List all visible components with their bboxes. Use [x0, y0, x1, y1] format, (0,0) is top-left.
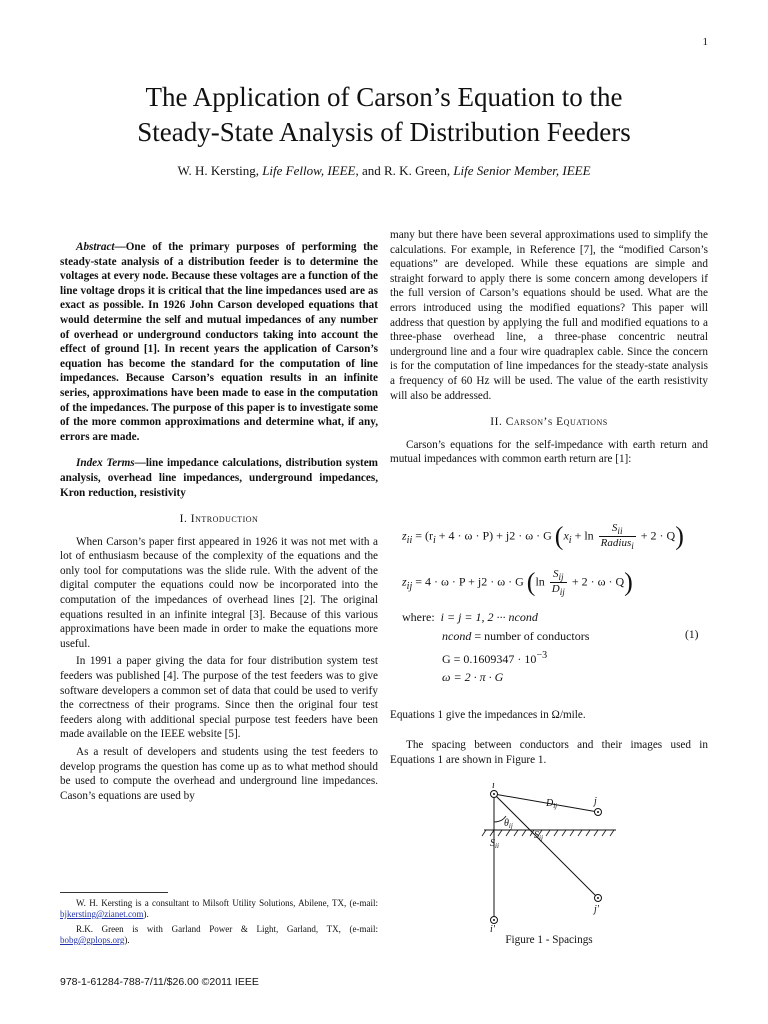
page-number: 1: [702, 36, 708, 48]
figure-caption: Figure 1 - Spacings: [505, 934, 593, 946]
title-line-2: Steady-State Analysis of Distribution Feeders: [137, 117, 631, 147]
equation-ncond: ncond = number of conductors: [442, 629, 590, 643]
label-i-prime: i': [490, 924, 495, 932]
intro-paragraph-3: As a result of developers and students using the test feeders to develop programs the question has come up as to what method should be used to compute the overhead and underground line impedances. Cason’s equations are used by: [60, 746, 378, 802]
author-2: , and R. K. Green,: [355, 163, 451, 178]
intro-paragraph-1: When Carson’s paper first appeared in 1926 it was not met with a lot of enthusiasm because of the complexity of the equations and the only tool for computations was the slide rule. With the advent of the digital computer the equations could now be incorporated into the computation of the impedances of overhead lines [2]. The original equations resulted in an infinite integral [3]. Because of this various approximations have been made in order to make the equations more useful.: [60, 535, 378, 650]
label-theta: $\theta_{ij}$: [504, 818, 513, 830]
footnote-1: W. H. Kersting is a consultant to Milsoft Utility Solutions, Abilene, TX, (e-mail: bjkersting@zianet.com).: [60, 898, 378, 919]
label-j-prime: j': [594, 904, 599, 915]
authors: [40, 163, 728, 179]
email-link-green[interactable]: bobg@gplops.org: [60, 935, 125, 945]
conductor-i: [491, 791, 498, 798]
equation-block: [390, 518, 708, 688]
spacings-figure: [470, 782, 620, 932]
section-2-title: Carson’s Equations: [505, 416, 608, 429]
index-terms: [60, 456, 378, 500]
image-i-prime: [491, 917, 498, 924]
label-dij: $D_{ij}$: [546, 798, 558, 810]
equation-g: $G = 0.1609347 \cdot 10^{-3}$: [442, 650, 548, 666]
email-link-kersting[interactable]: bjkersting@zianet.com: [60, 909, 144, 919]
intro-paragraph-2: In 1991 a paper giving the data for four distribution system test feeders was published [4]. The purpose of the test feeders was to give software developers a common set of data that could be used to verify the correctness of their programs. Since then the original four test feeders along with additional special purpose test feeders have been made available on the IEEE website [5].: [60, 655, 378, 741]
section-2-heading: [390, 415, 708, 430]
title-line-1: The Application of Carson’s Equation to the: [145, 82, 623, 112]
spacing-paragraph: The spacing between conductors and their images used in Equations 1 are shown in Figure 1.: [390, 739, 708, 766]
footnote-rule: [60, 892, 168, 893]
index-terms-label: Index Terms: [76, 457, 135, 470]
label-i: i: [492, 782, 495, 791]
paper-title: [40, 80, 728, 150]
conductor-j: [595, 809, 602, 816]
image-j-prime: [595, 895, 602, 902]
isbn-line: 978-1-61284-788-7/11/$26.00 ©2011 IEEE: [60, 976, 259, 988]
equation-omega: ω = 2 · π · G: [442, 670, 504, 684]
label-sii: $S_{ii}$: [490, 838, 499, 850]
equation-where: where: i = j = 1, 2 ··· ncond: [402, 610, 538, 624]
carson-paragraph: Carson’s equations for the self-impedance with earth return and mutual impedances with common earth return are [1]:: [390, 438, 708, 466]
equation-zij: $z_{ij} = 4 \cdot \omega \cdot P + j2 \cdot \omega \cdot G$ (ln $\frac{S_{ij}}{D_{ij}}$ + 2 · ω · Q): [402, 567, 633, 598]
author-1-role: Life Fellow, IEEE: [262, 163, 356, 178]
label-sij: $S_{ij}$: [534, 830, 543, 842]
units-paragraph: Equations 1 give the impedances in Ω/mile.: [390, 709, 586, 721]
left-column: [60, 240, 378, 806]
equation-zii: $z_{ii} = (r_i + 4 \cdot \omega \cdot P) + j2 \cdot \omega \cdot G$ ($x_i + \ln$ $\frac{S_{ii}}{Radius_i}$ + 2 · Q): [402, 521, 684, 552]
abstract: [60, 240, 378, 444]
index-terms-text: —line impedance calculations, distribution system analysis, overhead line impedances, underground impedances, Kron reduction, resistivity: [60, 457, 378, 499]
equation-number: (1): [685, 629, 699, 641]
label-j: j: [594, 796, 597, 807]
right-column: [390, 228, 708, 470]
abstract-label: Abstract: [76, 241, 115, 253]
section-1-numeral: I.: [179, 513, 188, 526]
author-1: W. H. Kersting,: [177, 163, 259, 178]
section-1-title: Introduction: [190, 513, 259, 526]
author-2-role: Life Senior Member, IEEE: [453, 163, 591, 178]
section-2-numeral: II.: [490, 416, 503, 429]
footnote-2: R.K. Green is with Garland Power & Light, Garland, TX, (e-mail: bobg@gplops.org).: [60, 924, 378, 945]
section-1-heading: [60, 512, 378, 527]
abstract-text: —One of the primary purposes of performing the steady-state analysis of a distribution feeder is to determine the voltages at every node. Because these voltages are a function of the line voltage drops it is critical that the line impedances used are as exact as possible. In 1926 John Carson developed equations that would determine the self and mutual impedances of any number of overhead or underground conductors taking into account the effect of ground [1]. In recent years the application of Carson’s equation has become the standard for the computation of line impedances. Because Carson’s equation results in an infinite series, approximations have been made to ease in the computation of the impedances. The purpose of this paper is to investigate some of the more common approximations and determine what, if any, errors are made.: [60, 241, 378, 443]
right-intro-paragraph: many but there have been several approximations used to simplify the calculations. For example, in Reference [7], the “modified Carson’s equations” are developed. While these equations are simple and straight forward to apply there is some concern among developers if the full version of Carson’s equations should be used. What are the errors introduced using the modified equations? This paper will address that question by applying the full and modified equations to a three-phase overhead line, a three-phase concentric neutral underground line and a four wire quadraplex cable. Since the concern is for the computation of line impedances for the steady-state analysis a frequency of 60 Hz will be used. The value of the earth resistivity will also be addressed.: [390, 229, 708, 402]
